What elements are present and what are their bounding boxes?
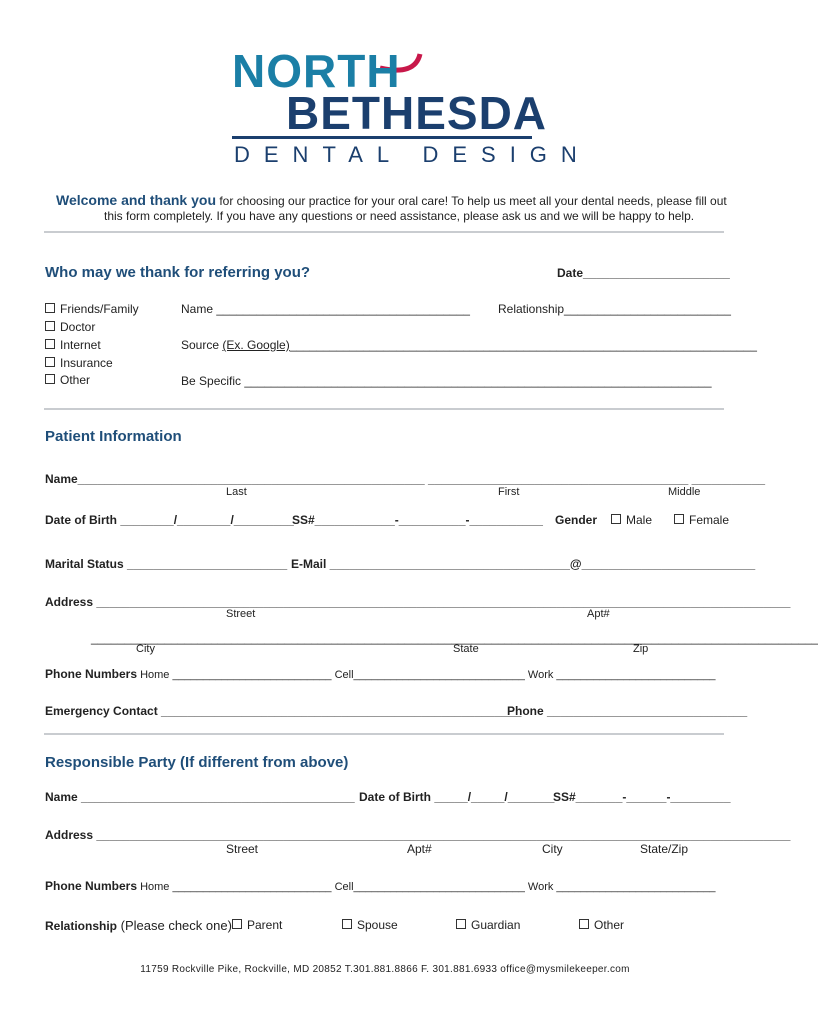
checkbox-icon[interactable] (611, 514, 621, 524)
sub-last: Last (226, 486, 247, 498)
source-label: Source (181, 338, 223, 352)
option-label: Male (626, 513, 653, 527)
checkbox-icon[interactable] (45, 357, 55, 367)
referral-option-other[interactable] (45, 373, 90, 387)
referral-option-friends[interactable] (45, 302, 139, 316)
phone-numbers-fields: Home __________________________ Cell____________________________ Work __________________________ (137, 669, 716, 681)
patient-phone-numbers[interactable] (45, 667, 725, 681)
option-label: Other (60, 373, 91, 387)
responsible-name-field[interactable]: Name _________________________________________ (45, 790, 355, 804)
checkbox-icon[interactable] (456, 919, 466, 929)
patient-address-field[interactable]: Address ________________________________________________________________________________________________________ (45, 595, 791, 609)
patient-dob-field[interactable]: Date of Birth ________/________/_________ (45, 513, 294, 527)
logo-line-dental-design: DENTAL DESIGN (234, 142, 591, 167)
option-label: Female (689, 513, 730, 527)
intro-bold: Welcome and thank you (56, 192, 216, 208)
practice-logo (230, 44, 591, 169)
referral-option-internet[interactable] (45, 338, 101, 352)
marital-status-field[interactable]: Marital Status ________________________ (45, 557, 288, 571)
relationship-label-text: Relationship (45, 919, 118, 933)
checkbox-icon[interactable] (579, 919, 589, 929)
checkbox-icon[interactable] (45, 303, 55, 313)
sub-middle: Middle (668, 486, 701, 498)
sub-city: City (136, 643, 155, 655)
sub-state: State (453, 643, 479, 655)
phone-numbers-fields: Home __________________________ Cell____________________________ Work __________________________ (137, 881, 716, 893)
checkbox-icon[interactable] (342, 919, 352, 929)
phone-numbers-label: Phone Numbers (45, 667, 138, 681)
checkbox-icon[interactable] (232, 919, 242, 929)
sub-apt: Apt# (587, 608, 610, 620)
sub-zip: Zip (633, 643, 649, 655)
referral-source-field[interactable] (181, 338, 757, 352)
responsible-phone-numbers[interactable] (45, 879, 725, 893)
patient-ss-field[interactable]: SS#____________-__________-___________ (292, 513, 543, 527)
divider (44, 231, 724, 233)
divider (44, 733, 724, 735)
logo-line-north: NORTH (232, 45, 401, 97)
phone-numbers-label: Phone Numbers (45, 879, 138, 893)
referral-option-insurance[interactable] (45, 356, 113, 370)
sub-street: Street (226, 608, 256, 620)
checkbox-icon[interactable] (45, 321, 55, 331)
patient-name-field[interactable]: Name____________________________________________________ _______________________________________ ___________ (45, 472, 766, 486)
responsible-address-field[interactable]: Address ________________________________________________________________________________________________________ (45, 828, 791, 842)
option-label: Friends/Family (60, 302, 139, 316)
source-line: ______________________________________________________________________ (289, 338, 757, 352)
option-label: Spouse (357, 918, 398, 932)
relationship-hint: (Please check one) (117, 918, 232, 933)
gender-label: Gender (555, 513, 598, 527)
option-label: Guardian (471, 918, 521, 932)
gender-female-option[interactable] (674, 513, 729, 527)
referral-be-specific-field[interactable]: Be Specific ______________________________________________________________________ (181, 374, 712, 388)
emergency-contact-field[interactable]: Emergency Contact ______________________________________________________ (45, 704, 522, 718)
intro-text: for choosing our practice for your oral care! To help us meet all your dental needs, please fill out (216, 194, 727, 208)
patient-info-title: Patient Information (45, 428, 182, 445)
intro-line-2: this form completely. If you have any questions or need assistance, please ask us and we will be happy to help. (104, 209, 695, 223)
checkbox-icon[interactable] (674, 514, 684, 524)
patient-address-line-2[interactable]: _____________________________________________________________________________________________________________ (91, 631, 818, 645)
sub-state-zip: State/Zip (640, 842, 689, 856)
option-label: Parent (247, 918, 283, 932)
option-label: Internet (60, 338, 101, 352)
email-field[interactable]: E-Mail ____________________________________@__________________________ (291, 557, 756, 571)
referral-relationship-field[interactable]: Relationship_________________________ (498, 302, 731, 316)
option-label: Other (594, 918, 625, 932)
sub-apt: Apt# (407, 842, 432, 856)
sub-street: Street (226, 842, 259, 856)
relationship-option-guardian[interactable] (456, 918, 520, 932)
sub-first: First (498, 486, 520, 498)
logo-line-bethesda: BETHESDA (286, 87, 548, 139)
intro-line-1 (56, 192, 727, 208)
relationship-label (45, 918, 232, 933)
responsible-dob-field[interactable]: Date of Birth _____/_____/_______ (359, 790, 555, 804)
option-label: Insurance (60, 356, 113, 370)
responsible-ss-field[interactable]: SS#_______-______-_________ (553, 790, 731, 804)
checkbox-icon[interactable] (45, 374, 55, 384)
referral-name-field[interactable]: Name ______________________________________ (181, 302, 470, 316)
checkbox-icon[interactable] (45, 339, 55, 349)
relationship-option-other[interactable] (579, 918, 624, 932)
relationship-option-parent[interactable] (232, 918, 282, 932)
footer-contact: 11759 Rockville Pike, Rockville, MD 20852 T.301.881.8866 F. 301.881.6933 office@mysmilekeeper.com (140, 964, 630, 975)
relationship-option-spouse[interactable] (342, 918, 398, 932)
sub-city: City (542, 842, 563, 856)
source-example: (Ex. Google) (222, 338, 290, 352)
divider (44, 408, 724, 410)
emergency-phone-field[interactable]: Phone ______________________________ (507, 704, 748, 718)
gender-male-option[interactable] (611, 513, 652, 527)
referral-option-doctor[interactable] (45, 320, 95, 334)
referral-date-field[interactable]: Date______________________ (557, 266, 730, 280)
referral-title: Who may we thank for referring you? (45, 264, 311, 281)
responsible-party-title: Responsible Party (If different from above) (45, 754, 349, 771)
option-label: Doctor (60, 320, 96, 334)
